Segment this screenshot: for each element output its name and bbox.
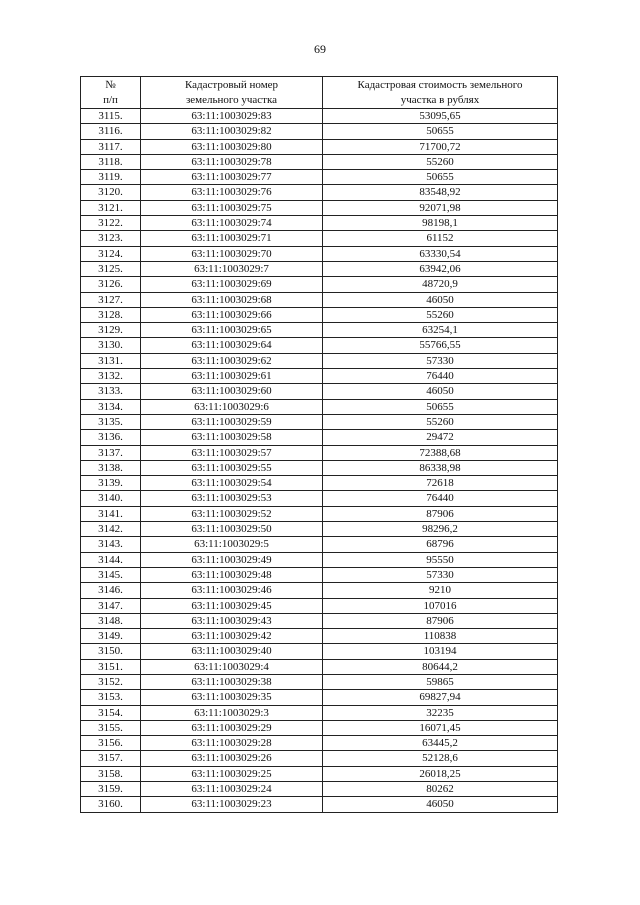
row-number: 3145.: [81, 567, 141, 582]
table-row: [81, 476, 558, 491]
table-row: [81, 261, 558, 276]
row-number: 3115.: [81, 109, 141, 124]
row-number: 3118.: [81, 154, 141, 169]
row-number: 3150.: [81, 644, 141, 659]
cadastral-value: 83548,92: [323, 185, 558, 200]
row-number: 3121.: [81, 200, 141, 215]
table-row: [81, 613, 558, 628]
table-row: [81, 338, 558, 353]
cadastral-number: 63:11:1003029:6: [141, 399, 323, 414]
cadastral-value: 57330: [323, 353, 558, 368]
cadastral-number: 63:11:1003029:38: [141, 674, 323, 689]
cadastral-number: 63:11:1003029:68: [141, 292, 323, 307]
table-row: [81, 751, 558, 766]
row-number: 3153.: [81, 690, 141, 705]
cadastral-value: 80262: [323, 782, 558, 797]
row-number: 3128.: [81, 307, 141, 322]
cadastral-value: 32235: [323, 705, 558, 720]
cadastral-number: 63:11:1003029:61: [141, 369, 323, 384]
table-row: [81, 445, 558, 460]
cadastral-value: 55260: [323, 414, 558, 429]
table-row: [81, 491, 558, 506]
cadastral-value: 80644,2: [323, 659, 558, 674]
cadastral-number: 63:11:1003029:66: [141, 307, 323, 322]
table-row: [81, 216, 558, 231]
row-number: 3139.: [81, 476, 141, 491]
row-number: 3140.: [81, 491, 141, 506]
row-number: 3152.: [81, 674, 141, 689]
cadastral-number: 63:11:1003029:54: [141, 476, 323, 491]
cadastral-table: [80, 76, 558, 813]
cadastral-value: 92071,98: [323, 200, 558, 215]
table-row: [81, 736, 558, 751]
cadastral-number: 63:11:1003029:78: [141, 154, 323, 169]
cadastral-value: 86338,98: [323, 460, 558, 475]
cadastral-number: 63:11:1003029:62: [141, 353, 323, 368]
row-number: 3149.: [81, 629, 141, 644]
cadastral-value: 16071,45: [323, 720, 558, 735]
table-row: [81, 598, 558, 613]
cadastral-number: 63:11:1003029:42: [141, 629, 323, 644]
header-cadastral-line2: земельного участка: [185, 93, 278, 106]
cadastral-value: 76440: [323, 369, 558, 384]
table-row: [81, 782, 558, 797]
table-row: [81, 307, 558, 322]
cadastral-value: 98198,1: [323, 216, 558, 231]
row-number: 3131.: [81, 353, 141, 368]
cadastral-value: 46050: [323, 292, 558, 307]
row-number: 3120.: [81, 185, 141, 200]
table-row: [81, 720, 558, 735]
cadastral-value: 63330,54: [323, 246, 558, 261]
cadastral-number: 63:11:1003029:60: [141, 384, 323, 399]
cadastral-value: 63254,1: [323, 323, 558, 338]
row-number: 3141.: [81, 506, 141, 521]
table-row: [81, 506, 558, 521]
table-row: [81, 659, 558, 674]
row-number: 3158.: [81, 766, 141, 781]
cadastral-value: 98296,2: [323, 522, 558, 537]
row-number: 3144.: [81, 552, 141, 567]
cadastral-value: 68796: [323, 537, 558, 552]
table-row: [81, 797, 558, 812]
cadastral-value: 53095,65: [323, 109, 558, 124]
cadastral-number: 63:11:1003029:48: [141, 567, 323, 582]
table-row: [81, 705, 558, 720]
cadastral-number: 63:11:1003029:70: [141, 246, 323, 261]
row-number: 3133.: [81, 384, 141, 399]
cadastral-number: 63:11:1003029:3: [141, 705, 323, 720]
cadastral-value: 29472: [323, 430, 558, 445]
cadastral-number: 63:11:1003029:5: [141, 537, 323, 552]
row-number: 3160.: [81, 797, 141, 812]
header-number: [81, 77, 141, 109]
cadastral-value: 9210: [323, 583, 558, 598]
cadastral-value: 107016: [323, 598, 558, 613]
header-cadastral-number: [141, 77, 323, 109]
table-row: [81, 139, 558, 154]
row-number: 3119.: [81, 170, 141, 185]
row-number: 3124.: [81, 246, 141, 261]
table-row: [81, 430, 558, 445]
cadastral-number: 63:11:1003029:46: [141, 583, 323, 598]
table-row: [81, 200, 558, 215]
cadastral-value: 103194: [323, 644, 558, 659]
table-row: [81, 124, 558, 139]
cadastral-value: 46050: [323, 797, 558, 812]
row-number: 3127.: [81, 292, 141, 307]
cadastral-number: 63:11:1003029:24: [141, 782, 323, 797]
header-value-line2: участка в рублях: [400, 93, 480, 106]
cadastral-value: 63942,06: [323, 261, 558, 276]
cadastral-number: 63:11:1003029:71: [141, 231, 323, 246]
row-number: 3148.: [81, 613, 141, 628]
table-row: [81, 537, 558, 552]
table-row: [81, 246, 558, 261]
table-row: [81, 109, 558, 124]
cadastral-value: 55766,55: [323, 338, 558, 353]
row-number: 3135.: [81, 414, 141, 429]
row-number: 3138.: [81, 460, 141, 475]
cadastral-number: 63:11:1003029:7: [141, 261, 323, 276]
cadastral-value: 71700,72: [323, 139, 558, 154]
cadastral-number: 63:11:1003029:58: [141, 430, 323, 445]
table-row: [81, 552, 558, 567]
row-number: 3143.: [81, 537, 141, 552]
header-cadastral-line1: Кадастровый номер: [184, 78, 279, 91]
table-row: [81, 170, 558, 185]
cadastral-number: 63:11:1003029:28: [141, 736, 323, 751]
cadastral-number: 63:11:1003029:43: [141, 613, 323, 628]
cadastral-number: 63:11:1003029:29: [141, 720, 323, 735]
cadastral-number: 63:11:1003029:50: [141, 522, 323, 537]
header-value-line1: Кадастровая стоимость земельного: [357, 78, 523, 91]
cadastral-value: 50655: [323, 399, 558, 414]
row-number: 3122.: [81, 216, 141, 231]
table-row: [81, 522, 558, 537]
cadastral-value: 72618: [323, 476, 558, 491]
cadastral-value: 87906: [323, 613, 558, 628]
table-header-row: [81, 77, 558, 109]
row-number: 3142.: [81, 522, 141, 537]
header-cadastral-value: [323, 77, 558, 109]
table-body: [81, 109, 558, 813]
cadastral-number: 63:11:1003029:52: [141, 506, 323, 521]
cadastral-number: 63:11:1003029:4: [141, 659, 323, 674]
row-number: 3137.: [81, 445, 141, 460]
cadastral-number: 63:11:1003029:80: [141, 139, 323, 154]
table-row: [81, 369, 558, 384]
cadastral-value: 26018,25: [323, 766, 558, 781]
cadastral-value: 95550: [323, 552, 558, 567]
row-number: 3156.: [81, 736, 141, 751]
table-row: [81, 460, 558, 475]
cadastral-value: 61152: [323, 231, 558, 246]
row-number: 3123.: [81, 231, 141, 246]
cadastral-value: 52128,6: [323, 751, 558, 766]
table-row: [81, 292, 558, 307]
table-row: [81, 353, 558, 368]
row-number: 3132.: [81, 369, 141, 384]
row-number: 3117.: [81, 139, 141, 154]
row-number: 3155.: [81, 720, 141, 735]
cadastral-value: 55260: [323, 307, 558, 322]
cadastral-number: 63:11:1003029:57: [141, 445, 323, 460]
row-number: 3151.: [81, 659, 141, 674]
cadastral-number: 63:11:1003029:26: [141, 751, 323, 766]
cadastral-value: 72388,68: [323, 445, 558, 460]
cadastral-value: 87906: [323, 506, 558, 521]
table-row: [81, 384, 558, 399]
cadastral-number: 63:11:1003029:69: [141, 277, 323, 292]
table-row: [81, 277, 558, 292]
cadastral-value: 59865: [323, 674, 558, 689]
row-number: 3129.: [81, 323, 141, 338]
cadastral-number: 63:11:1003029:82: [141, 124, 323, 139]
cadastral-value: 57330: [323, 567, 558, 582]
cadastral-value: 55260: [323, 154, 558, 169]
row-number: 3147.: [81, 598, 141, 613]
cadastral-value: 63445,2: [323, 736, 558, 751]
table-row: [81, 690, 558, 705]
row-number: 3126.: [81, 277, 141, 292]
cadastral-number: 63:11:1003029:74: [141, 216, 323, 231]
cadastral-number: 63:11:1003029:23: [141, 797, 323, 812]
cadastral-value: 110838: [323, 629, 558, 644]
cadastral-number: 63:11:1003029:49: [141, 552, 323, 567]
cadastral-value: 69827,94: [323, 690, 558, 705]
cadastral-number: 63:11:1003029:75: [141, 200, 323, 215]
cadastral-number: 63:11:1003029:45: [141, 598, 323, 613]
row-number: 3116.: [81, 124, 141, 139]
table-row: [81, 629, 558, 644]
page-number: 69: [314, 42, 326, 56]
table-row: [81, 323, 558, 338]
table-row: [81, 399, 558, 414]
cadastral-number: 63:11:1003029:77: [141, 170, 323, 185]
cadastral-value: 46050: [323, 384, 558, 399]
cadastral-number: 63:11:1003029:35: [141, 690, 323, 705]
table-row: [81, 414, 558, 429]
row-number: 3134.: [81, 399, 141, 414]
table-row: [81, 674, 558, 689]
row-number: 3157.: [81, 751, 141, 766]
row-number: 3154.: [81, 705, 141, 720]
row-number: 3136.: [81, 430, 141, 445]
cadastral-number: 63:11:1003029:55: [141, 460, 323, 475]
table-row: [81, 185, 558, 200]
cadastral-value: 76440: [323, 491, 558, 506]
cadastral-value: 48720,9: [323, 277, 558, 292]
table-row: [81, 567, 558, 582]
header-number-line1: №: [105, 78, 116, 91]
cadastral-number: 63:11:1003029:64: [141, 338, 323, 353]
cadastral-value: 50655: [323, 124, 558, 139]
cadastral-value: 50655: [323, 170, 558, 185]
table-row: [81, 766, 558, 781]
row-number: 3146.: [81, 583, 141, 598]
cadastral-number: 63:11:1003029:59: [141, 414, 323, 429]
cadastral-number: 63:11:1003029:40: [141, 644, 323, 659]
table-row: [81, 583, 558, 598]
table-row: [81, 644, 558, 659]
row-number: 3130.: [81, 338, 141, 353]
cadastral-number: 63:11:1003029:25: [141, 766, 323, 781]
row-number: 3159.: [81, 782, 141, 797]
row-number: 3125.: [81, 261, 141, 276]
table-row: [81, 231, 558, 246]
cadastral-number: 63:11:1003029:83: [141, 109, 323, 124]
header-number-line2: п/п: [103, 93, 118, 106]
cadastral-number: 63:11:1003029:76: [141, 185, 323, 200]
cadastral-number: 63:11:1003029:65: [141, 323, 323, 338]
table-row: [81, 154, 558, 169]
cadastral-number: 63:11:1003029:53: [141, 491, 323, 506]
